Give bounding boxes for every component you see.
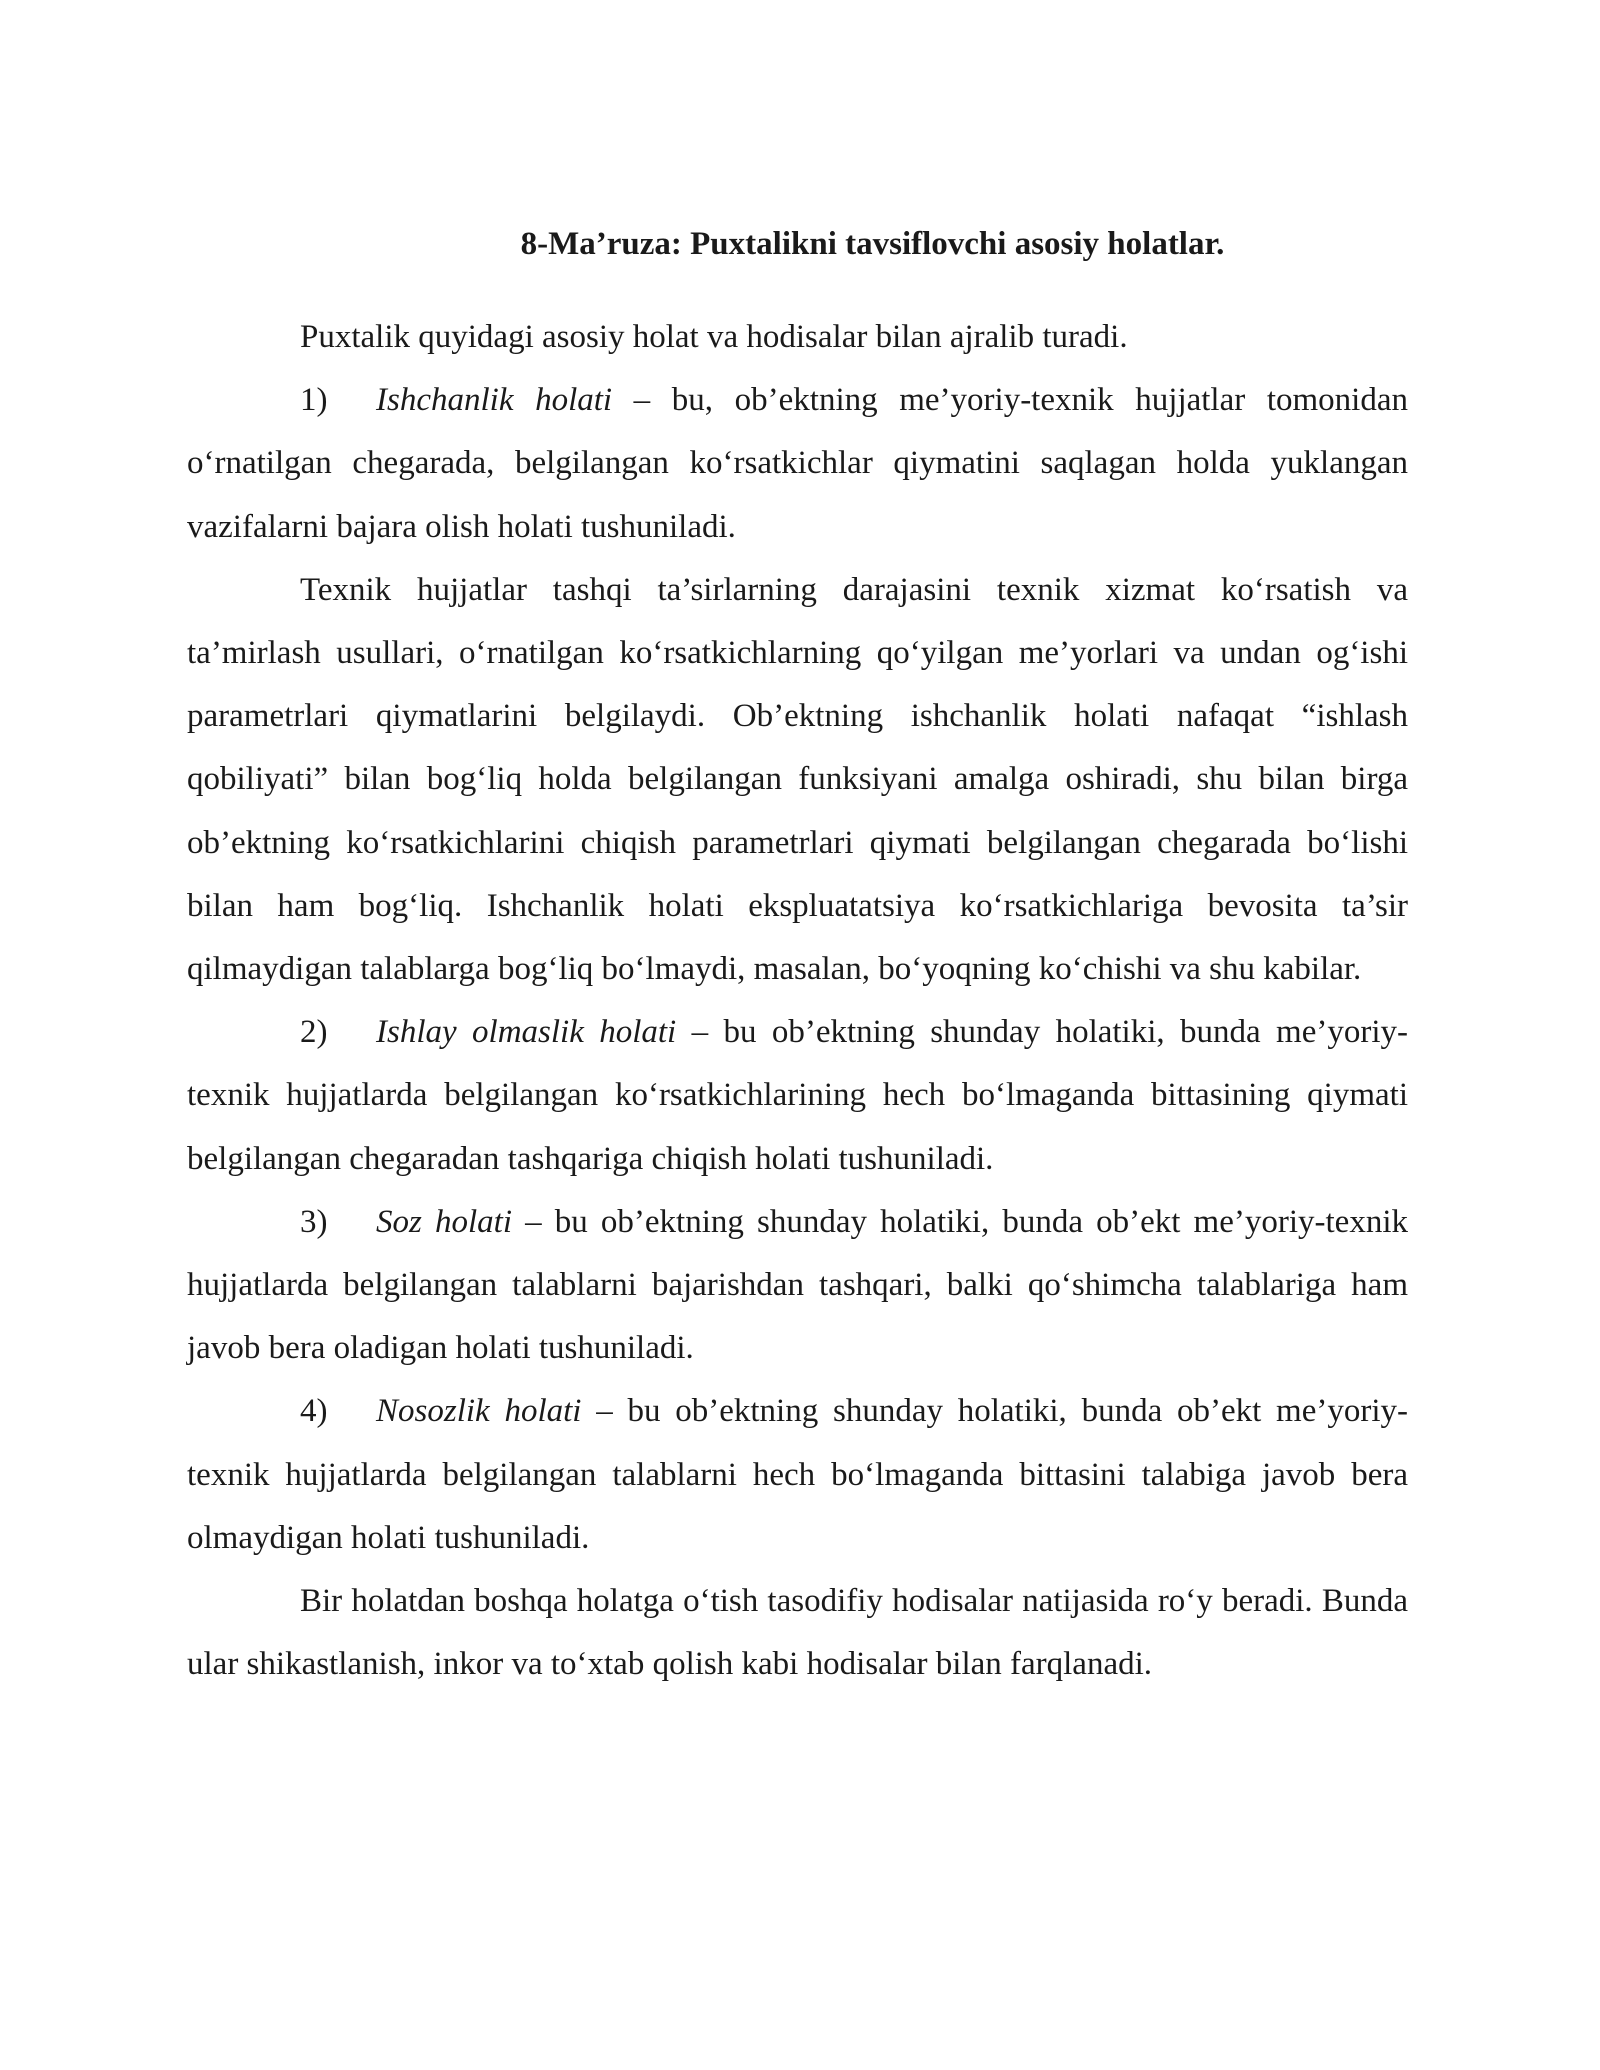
item-4-paragraph [187,1380,1408,1570]
document-body [187,306,1408,1696]
item-1-term: Ishchanlik holati [376,382,613,419]
item-1-paragraph [187,369,1408,559]
item-2-term: Ishlay olmaslik holati [376,1014,677,1051]
item-4-text: – bu ob’ektning shunday holatiki, bunda ob’ekt me’yoriy-texnik hujjatlarda belgilangan talablarni hech bo‘lmaganda bittasini talabiga javob bera olmaydigan holati tushuniladi. [187,1393,1409,1556]
item-4-term: Nosozlik holati [376,1393,582,1430]
item-3-number: 3) [300,1203,328,1240]
texnik-paragraph: Texnik hujjatlar tashqi ta’sirlarning darajasini texnik xizmat ko‘rsatish va ta’mirlash usullari, o‘rnatilgan ko‘rsatkichlarning qo‘yilgan me’yorlari va undan og‘ishi parametrlari qiymatlarini belgilaydi. Ob’ektning ishchanlik holati nafaqat “ishlash qobiliyati” bilan bog‘liq holda belgilangan funksiyani amalga oshiradi, shu bilan birga ob’ektning ko‘rsatkichlarini chiqish parametrlari qiymati belgilangan chegarada bo‘lishi bilan ham bog‘liq. Ishchanlik holati ekspluatatsiya ko‘rsatkichlariga bevosita ta’sir qilmaydigan talablarga bog‘liq bo‘lmaydi, masalan, bo‘yoqning ko‘chishi va shu kabilar. [187,571,1408,988]
item-2-paragraph [187,1001,1408,1191]
intro-paragraph: Puxtalik quyidagi asosiy holat va hodisalar bilan ajralib turadi. [300,319,1128,355]
item-3-term: Soz holati [376,1203,512,1240]
item-3-paragraph [187,1191,1408,1381]
item-2-text: – bu ob’ektning shunday holatiki, bunda me’yoriy-texnik hujjatlarda belgilangan ko‘rsatkichlarining hech bo‘lmaganda bittasining qiymati belgilangan chegaradan tashqariga chiqish holati tushuniladi. [187,1014,1408,1177]
transition-paragraph: Bir holatdan boshqa holatga o‘tish tasodifiy hodisalar natijasida ro‘y beradi. Bunda ular shikastlanish, inkor va to‘xtab qolish kabi hodisalar bilan farqlanadi. [187,1583,1408,1683]
item-1-text: – bu, ob’ektning me’yoriy-texnik hujjatlar tomonidan o‘rnatilgan chegarada, belgilangan ko‘rsatkichlar qiymatini saqlagan holda yuklangan vazifalarni bajara olish holati tushuniladi. [187,382,1408,545]
item-2-number: 2) [300,1014,328,1051]
lecture-title: 8-Ma’ruza: Puxtalikni tavsiflovchi asosiy holatlar. [520,226,1225,262]
item-1-number: 1) [300,382,328,419]
item-3-text: – bu ob’ektning shunday holatiki, bunda ob’ekt me’yoriy-texnik hujjatlarda belgilangan talablarni bajarishdan tashqari, balki qo‘shimcha talablariga ham javob bera oladigan holati tushuniladi. [187,1203,1408,1367]
item-4-number: 4) [300,1393,328,1430]
